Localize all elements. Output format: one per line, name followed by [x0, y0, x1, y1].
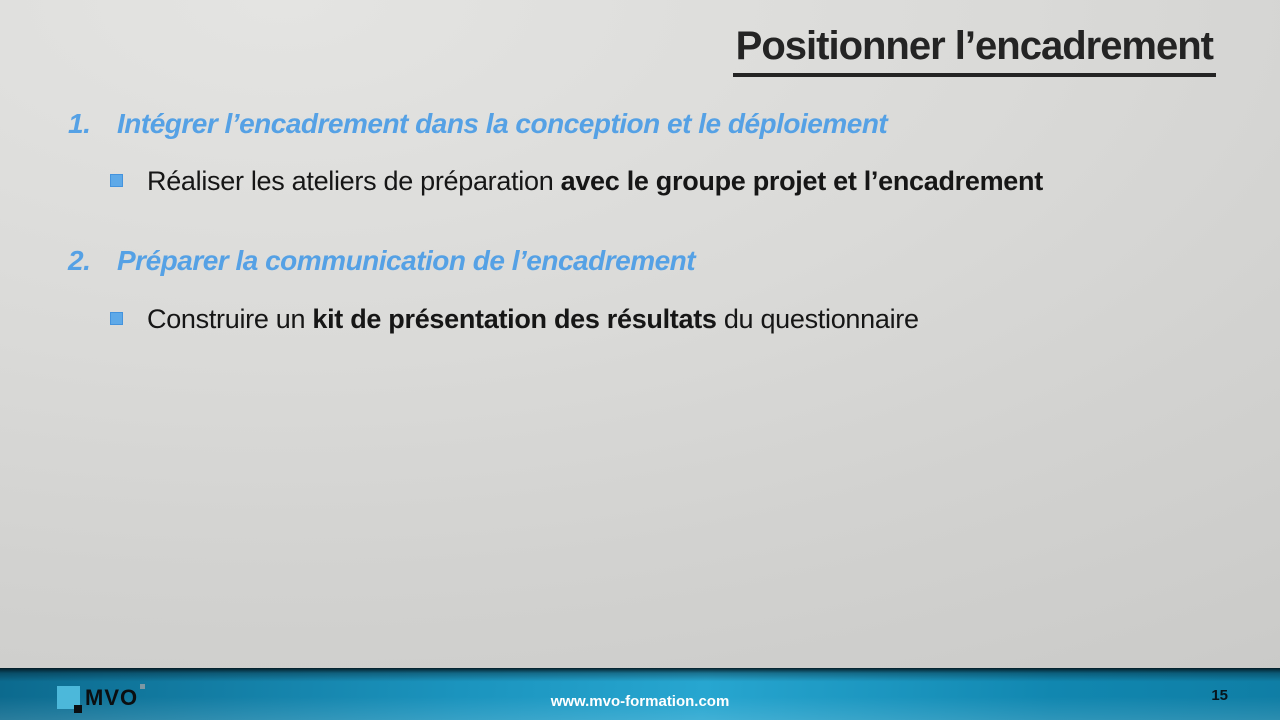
- square-bullet-icon: [110, 312, 123, 325]
- item-number: 1.: [68, 108, 91, 139]
- bullet-text: Réaliser les ateliers de préparation avec le groupe projet et l’encadrement: [147, 166, 1043, 196]
- item-heading: Intégrer l’encadrement dans la conception et le déploiement: [117, 108, 888, 139]
- bullet-item-1: [110, 166, 1043, 197]
- numbered-item-1: [68, 108, 887, 140]
- item-heading: Préparer la communication de l’encadrement: [117, 245, 696, 276]
- footer-url: www.mvo-formation.com: [550, 693, 730, 710]
- logo-text: MVO: [85, 685, 139, 710]
- footer-bar: [0, 668, 1280, 720]
- item-number: 2.: [68, 245, 91, 276]
- slide-title: Positionner l’encadrement: [733, 24, 1216, 77]
- numbered-item-2: [68, 245, 695, 277]
- square-bullet-icon: [110, 174, 123, 187]
- logo-registered-mark-icon: [140, 684, 145, 689]
- bullet-text: Construire un kit de présentation des résultats du questionnaire: [147, 304, 919, 334]
- bullet-item-2: [110, 304, 919, 335]
- page-number: 15: [1211, 687, 1228, 704]
